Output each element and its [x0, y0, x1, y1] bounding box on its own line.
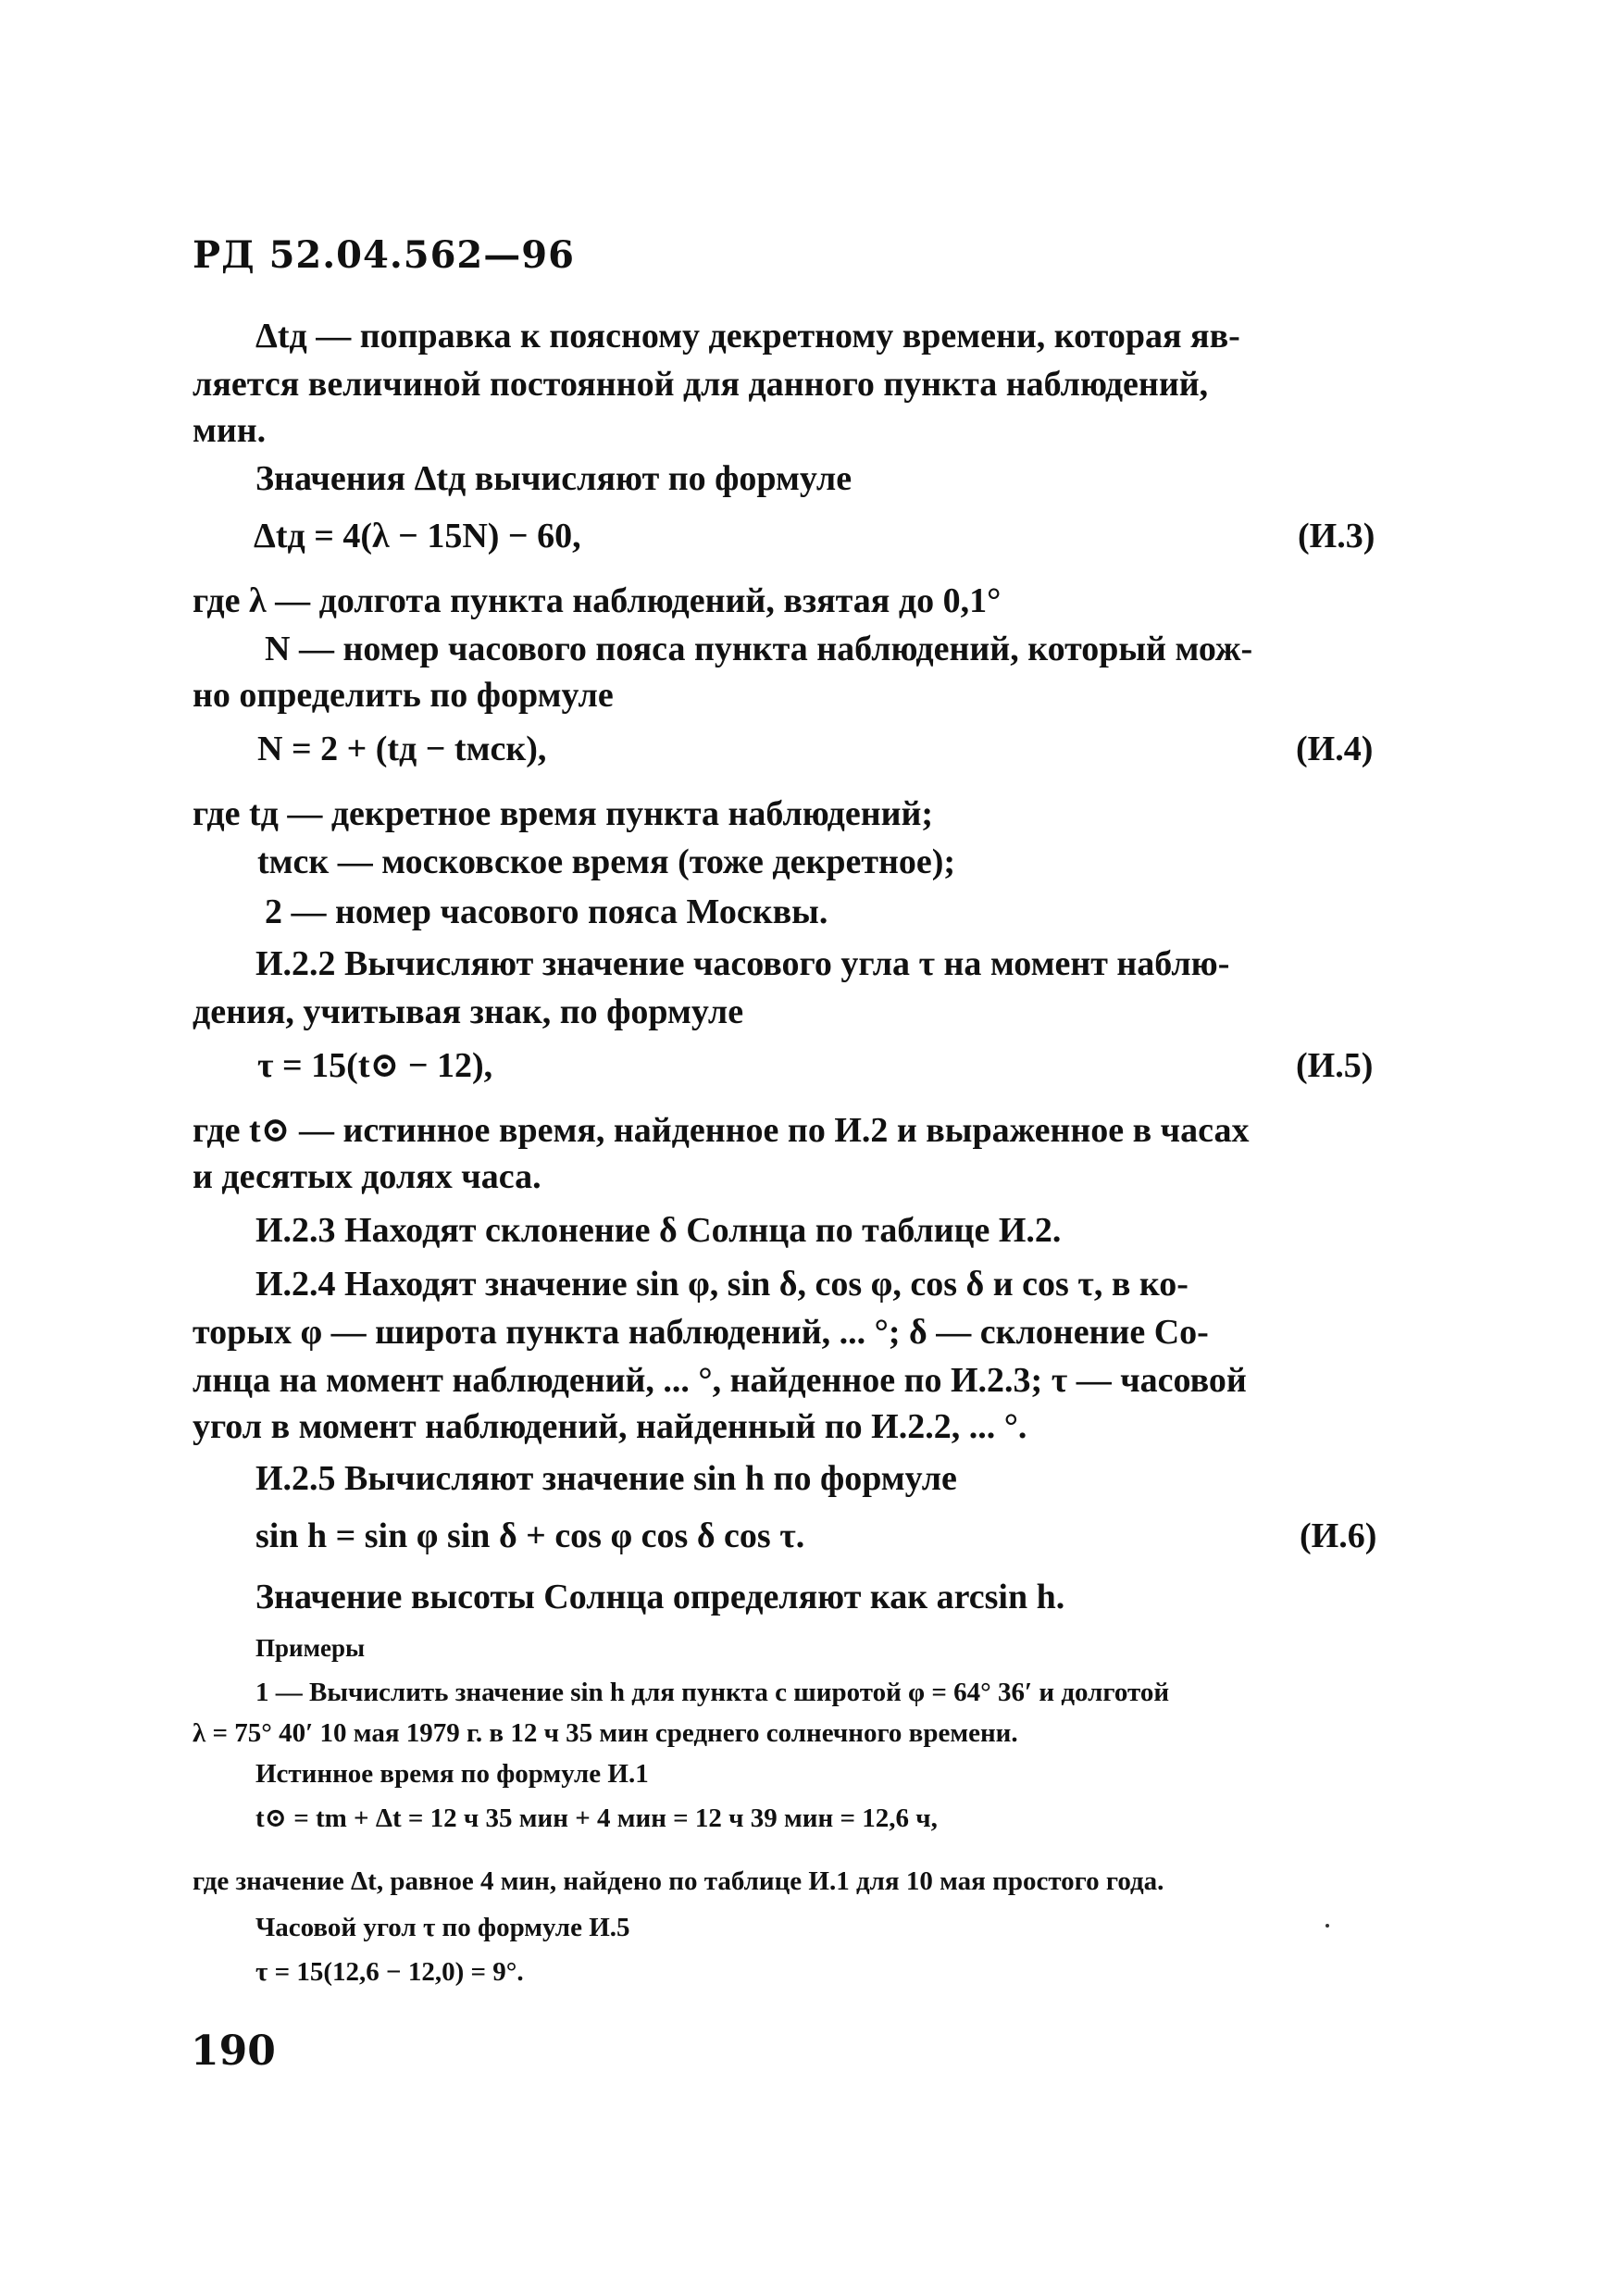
equation-formula: Δtд = 4(λ − 15N) − 60,	[254, 517, 581, 555]
example-formula: t⊙ = tm + Δt = 12 ч 35 мин + 4 мин = 12 ч 39 мин = 12,6 ч,	[255, 1803, 938, 1833]
equation-number: (И.3)	[1298, 517, 1375, 555]
paragraph-line: tмск — московское время (тоже декретное);	[257, 842, 956, 881]
paragraph-line: торых φ — широта пункта наблюдений, ... °; δ — склонение Со-	[193, 1313, 1209, 1352]
paragraph-line: ляется величиной постоянной для данного пункта наблюдений,	[193, 365, 1209, 404]
paragraph-line: лнца на момент наблюдений, ... °, найденное по И.2.3; τ — часовой	[193, 1361, 1247, 1400]
example-line: 1 — Вычислить значение sin h для пункта с широтой φ = 64° 36′ и долготой	[255, 1678, 1170, 1707]
example-line: Истинное время по формуле И.1	[255, 1759, 649, 1789]
paragraph-line: но определить по формуле	[193, 676, 614, 715]
paragraph-line: где t⊙ — истинное время, найденное по И.2 и выраженное в часах	[193, 1111, 1250, 1150]
example-line: где значение Δt, равное 4 мин, найдено по таблице И.1 для 10 мая простого года.	[193, 1866, 1164, 1896]
paragraph-line: N — номер часового пояса пункта наблюдений, который мож-	[265, 630, 1253, 668]
paragraph-line: Значения Δtд вычисляют по формуле	[255, 459, 853, 498]
paragraph-line: И.2.2 Вычисляют значение часового угла τ на момент наблю-	[255, 944, 1230, 983]
equation-formula: sin h = sin φ sin δ + cos φ cos δ cos τ.	[255, 1516, 805, 1555]
paragraph-line: 2 — номер часового пояса Москвы.	[265, 892, 828, 931]
example-formula: τ = 15(12,6 − 12,0) = 9°.	[255, 1957, 524, 1987]
paragraph-line: дения, учитывая знак, по формуле	[193, 992, 744, 1031]
equation-number: (И.5)	[1296, 1046, 1374, 1085]
equation-number: (И.6)	[1300, 1516, 1377, 1555]
paragraph-line: где λ — долгота пункта наблюдений, взятая до 0,1°	[193, 581, 1002, 620]
paragraph-line: И.2.5 Вычисляют значение sin h по формуле	[255, 1459, 957, 1498]
example-line: λ = 75° 40′ 10 мая 1979 г. в 12 ч 35 мин среднего солнечного времени.	[193, 1718, 1018, 1748]
scan-speck	[1326, 1924, 1329, 1928]
equation-formula: N = 2 + (tд − tмск),	[257, 730, 547, 768]
paragraph-line: И.2.3 Находят склонение δ Солнца по таблице И.2.	[255, 1211, 1062, 1250]
paragraph-line: где tд — декретное время пункта наблюдений;	[193, 794, 934, 833]
paragraph-line: Значение высоты Солнца определяют как arcsin h.	[255, 1578, 1065, 1616]
equation-number: (И.4)	[1296, 730, 1374, 768]
equation-formula: τ = 15(t⊙ − 12),	[257, 1046, 493, 1085]
document-header: РД 52.04.562—96	[193, 233, 575, 277]
paragraph-line: мин.	[193, 411, 267, 450]
paragraph-line: угол в момент наблюдений, найденный по И.2.2, ... °.	[193, 1407, 1027, 1446]
paragraph-line: Δtд — поправка к поясному декретному времени, которая яв-	[255, 317, 1240, 356]
paragraph-line: И.2.4 Находят значение sin φ, sin δ, cos φ, cos δ и cos τ, в ко-	[255, 1265, 1189, 1304]
examples-title: Примеры	[255, 1634, 366, 1662]
paragraph-line: и десятых долях часа.	[193, 1157, 541, 1196]
page-number: 190	[191, 2028, 276, 2075]
example-line: Часовой угол τ по формуле И.5	[255, 1913, 630, 1942]
